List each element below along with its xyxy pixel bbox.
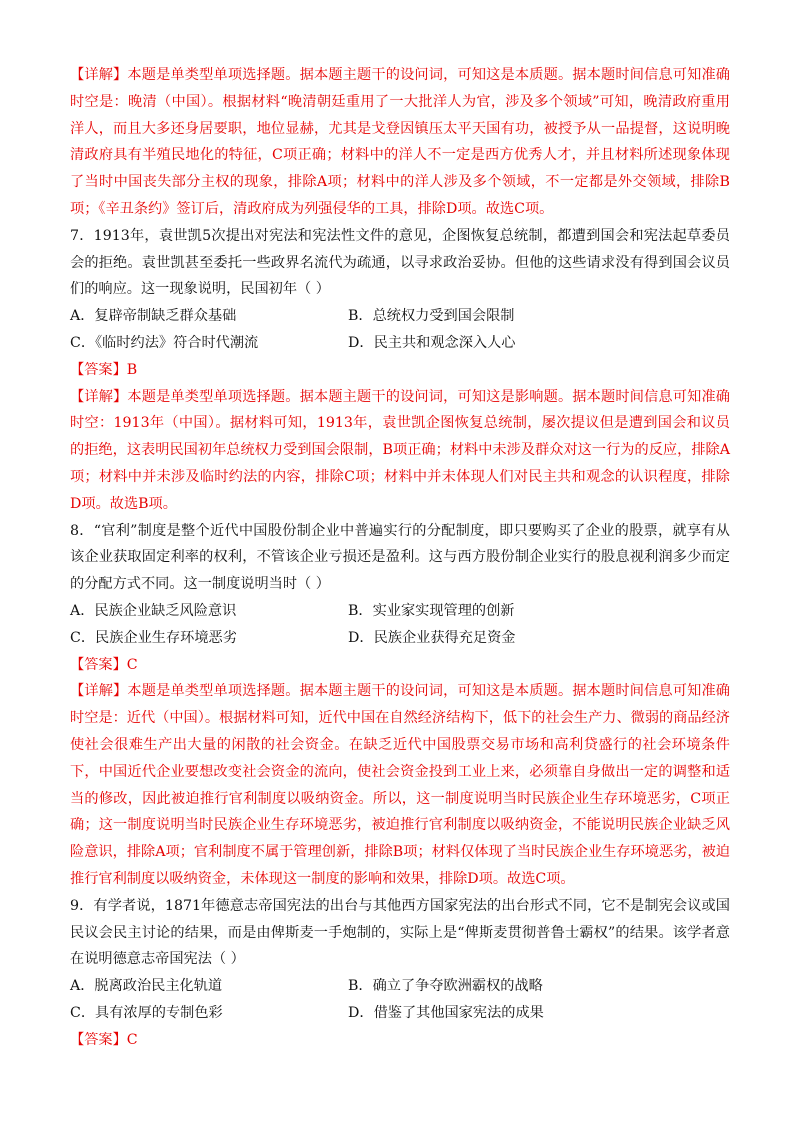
option-a: A．复辟帝制缺乏群众基础 [70,308,237,325]
option-b: B．确立了争夺欧洲霸权的战略 [348,978,543,995]
options-q8 [70,598,730,652]
option-d: D．借鉴了其他国家宪法的成果 [348,1004,544,1021]
options-q9 [70,973,730,1027]
option-c: C．具有浓厚的专制色彩 [70,1004,223,1021]
option-b: B．实业家实现管理的创新 [348,602,515,619]
option-c: C．民族企业生存环境恶劣 [70,629,237,646]
question-9: 9．有学者说，1871年德意志帝国宪法的出台与其他西方国家宪法的出台形式不同，它不是制宪会议或国民议会民主讨论的结果，而是由俾斯麦一手炮制的，实际上是“俾斯麦贯彻普鲁士霸权”的结果。该学者意在说明德意志帝国宪法（ ） [70,897,730,968]
option-d: D．民族企业获得充足资金 [348,629,516,646]
answer-q8: 【答案】C [70,656,138,673]
explanation-q8: 【详解】本题是单类型单项选择题。据本题主题干的设问词，可知这是本质题。据本题时间信息可知准确时空是：近代（中国）。根据材料可知，近代中国在自然经济结构下，低下的社会生产力、微弱的商品经济使社会很难生产出大量的闲散的社会资金。在缺乏近代中国股票交易市场和高利贷盛行的社会环境条件下，中国近代企业要想改变社会资金的流向，使社会资金投到工业上来，必须靠自身做出一定的调整和适当的修改，因此被迫推行官利制度以吸纳资金。所以，这一制度说明当时民族企业生存环境恶劣，C项正确；这一制度说明当时民族企业生存环境恶劣，被迫推行官利制度以吸纳资金，不能说明民族企业缺乏风险意识，排除A项；官利制度不属于管理创新，排除B项；材料仅体现了当时民族企业生存环境恶劣，被迫推行官利制度以吸纳资金，未体现这一制度的影响和效果，排除D项。故选C项。 [70,683,730,887]
options-q7 [70,303,730,357]
explanation-q7: 【详解】本题是单类型单项选择题。据本题主题干的设问词，可知这是影响题。据本题时间信息可知准确时空：1913年（中国）。据材料可知，1913年，袁世凯企图恢复总统制，屡次提议但是遭到国会和议员的拒绝，这表明民国初年总统权力受到国会限制，B项正确；材料中未涉及群众对这一行为的反应，排除A项；材料中并未涉及临时约法的内容，排除C项；材料中并未体现人们对民主共和观念的认识程度，排除D项。故选B项。 [70,388,730,512]
question-8: 8．“官利”制度是整个近代中国股份制企业中普遍实行的分配制度，即只要购买了企业的股票，就享有从该企业获取固定利率的权利，不管该企业亏损还是盈利。这与西方股份制企业实行的股息视利润多少而定的分配方式不同。这一制度说明当时（ ） [70,522,730,593]
document-content [70,62,730,1053]
option-d: D．民主共和观念深入人心 [348,334,516,351]
option-a: A．民族企业缺乏风险意识 [70,602,237,619]
answer-q9: 【答案】C [70,1031,138,1048]
option-c: C．《临时约法》符合时代潮流 [70,334,259,351]
option-b: B．总统权力受到国会限制 [348,308,515,325]
explanation-q6: 【详解】本题是单类型单项选择题。据本题主题干的设问词，可知这是本质题。据本题时间信息可知准确时空是：晚清（中国）。根据材料“晚清朝廷重用了一大批洋人为官，涉及多个领域”可知，晚清政府重用洋人，而且大多还身居要职，地位显赫，尤其是戈登因镇压太平天国有功，被授予从一品提督，这说明晚清政府具有半殖民地化的特征，C项正确；材料中的洋人不一定是西方优秀人才，并且材料所述现象体现了当时中国丧失部分主权的现象，排除A项；材料中的洋人涉及多个领域，不一定都是外交领域，排除B项；《辛丑条约》签订后，清政府成为列强侵华的工具，排除D项。故选C项。 [70,67,730,217]
question-7: 7．1913年，袁世凯5次提出对宪法和宪法性文件的意见，企图恢复总统制，都遭到国会和宪法起草委员会的拒绝。袁世凯甚至委托一些政界名流代为疏通，以寻求政治妥协。但他的这些请求没有得到国会议员们的响应。这一现象说明，民国初年（ ） [70,227,730,298]
option-a: A．脱离政治民主化轨道 [70,978,223,995]
answer-q7: 【答案】B [70,361,138,378]
